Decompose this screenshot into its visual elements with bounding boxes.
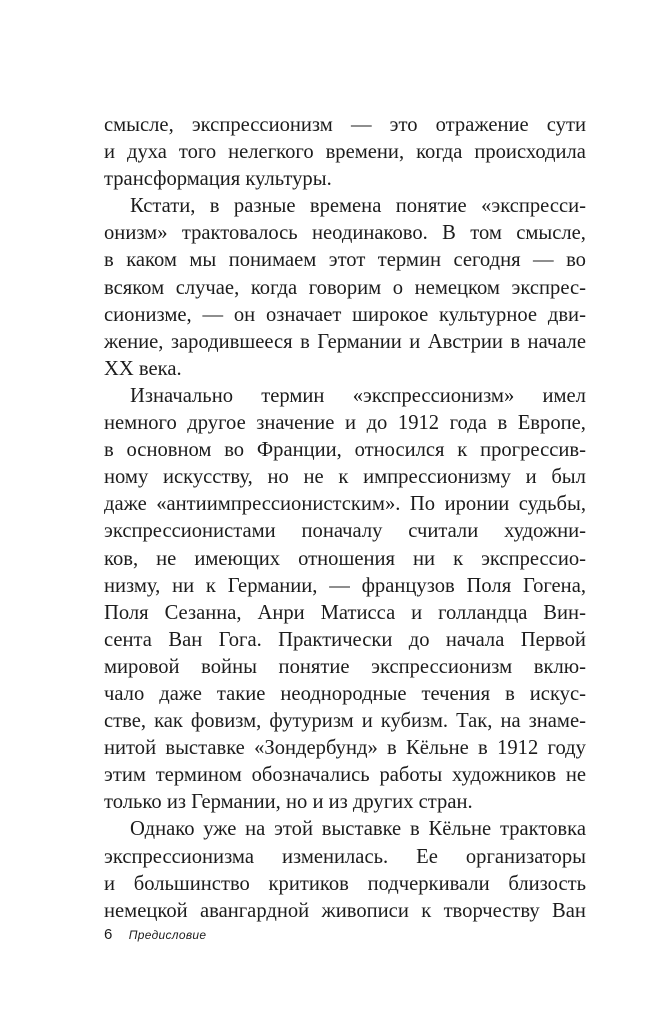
word: значение xyxy=(256,412,335,435)
word: в xyxy=(505,682,515,705)
word: Гогена, xyxy=(522,574,586,597)
word: происходила xyxy=(474,141,586,164)
text-line xyxy=(104,708,586,735)
text-line xyxy=(104,681,586,708)
word: отношения xyxy=(298,547,395,570)
word: экспрессионистами xyxy=(104,520,276,543)
word: термином xyxy=(155,764,242,787)
word: — xyxy=(350,114,372,136)
page-number: 6 xyxy=(104,926,113,943)
word: до xyxy=(408,628,430,651)
word: импрессионизму xyxy=(363,466,511,489)
word: и xyxy=(525,466,537,489)
word: к xyxy=(338,466,349,489)
word: другое xyxy=(187,412,246,435)
word: Ван xyxy=(168,628,203,651)
word: он xyxy=(233,303,256,326)
word: изменилась. xyxy=(281,845,389,868)
word: такие xyxy=(216,682,266,705)
word: Австрии xyxy=(427,330,503,353)
word: года xyxy=(449,412,487,435)
text-line xyxy=(104,844,586,871)
word: течения xyxy=(421,682,491,705)
word: в xyxy=(510,330,521,353)
word: экспрессио- xyxy=(481,547,586,570)
word: когда xyxy=(416,141,463,164)
word: в xyxy=(300,330,310,353)
word: 1912 xyxy=(497,737,539,760)
word: мировой xyxy=(104,655,180,678)
word: понятие xyxy=(278,655,350,678)
running-title: Предисловие xyxy=(128,928,207,942)
word: выставке xyxy=(165,737,245,760)
word: экспрессионизма xyxy=(104,845,254,868)
text-line xyxy=(104,247,586,274)
word: широкое xyxy=(352,303,429,326)
word: ков, xyxy=(104,547,139,570)
word: онизм» xyxy=(104,222,168,245)
word: понимаем xyxy=(228,249,317,272)
word: Так, xyxy=(456,710,493,733)
word: Ее xyxy=(416,845,438,868)
word: до xyxy=(366,412,388,435)
word: каком xyxy=(126,249,177,272)
word: разные xyxy=(233,195,296,218)
word: Германии, xyxy=(227,574,318,597)
word: немецком xyxy=(414,276,500,299)
word: искусству, xyxy=(162,466,253,489)
word: считали xyxy=(408,520,479,543)
word: в xyxy=(104,249,114,272)
text-line xyxy=(104,329,586,356)
word: Ван xyxy=(552,899,586,922)
word: Сезанна, xyxy=(164,601,242,624)
text-line xyxy=(104,491,586,518)
word: к xyxy=(453,547,464,570)
word: живописи xyxy=(321,899,409,922)
word: но xyxy=(267,466,289,489)
text-line: трансформация культуры. xyxy=(104,168,332,191)
word: отражение xyxy=(435,114,529,136)
word: не xyxy=(156,547,177,570)
word: начала xyxy=(445,628,505,651)
word: уже xyxy=(203,818,237,841)
word: фовизм, xyxy=(190,710,262,733)
word: когда xyxy=(250,276,298,299)
word: к xyxy=(421,899,432,922)
text-line: XX века. xyxy=(104,357,182,380)
word: жение, xyxy=(104,330,164,353)
word: это xyxy=(389,114,418,136)
word: «экспресси- xyxy=(481,195,586,218)
word: По xyxy=(409,493,436,516)
word: Поля xyxy=(104,601,149,624)
word: в xyxy=(209,195,220,218)
word: войны xyxy=(201,655,257,678)
word: экспрессионизм xyxy=(191,114,333,136)
word: во xyxy=(224,439,245,462)
word: художников xyxy=(452,764,557,787)
word: сегодня xyxy=(453,249,521,272)
word: близость xyxy=(508,872,586,895)
word: и xyxy=(344,412,357,435)
word: во xyxy=(566,249,586,272)
word: Кёльне xyxy=(406,737,469,760)
text-line xyxy=(104,573,586,600)
word: немецкой xyxy=(104,899,188,922)
word: году xyxy=(547,737,586,760)
word: понятие xyxy=(395,195,467,218)
word: Анри xyxy=(257,601,305,624)
text-line xyxy=(104,193,586,220)
word: Изначально xyxy=(130,384,234,407)
word: сионизме, xyxy=(104,303,192,326)
word: Практически xyxy=(278,628,393,651)
word: неодинаково. xyxy=(312,222,428,245)
word: Однако xyxy=(130,818,195,841)
word: основном xyxy=(126,439,212,462)
word: в xyxy=(409,818,420,841)
word: на xyxy=(245,818,266,841)
text-line xyxy=(104,410,586,437)
text-line: только из Германии, но и из других стран. xyxy=(104,791,473,814)
word: в xyxy=(387,737,397,760)
word: искус- xyxy=(529,682,586,705)
word: термин xyxy=(261,384,325,407)
word: всяком xyxy=(104,276,165,299)
word: Гога. xyxy=(218,628,262,651)
word: нитой xyxy=(104,737,157,760)
word: смысле, xyxy=(516,222,586,245)
text-line xyxy=(104,302,586,329)
text-line xyxy=(104,518,586,545)
word: Поля xyxy=(466,574,512,597)
word: сента xyxy=(104,628,152,651)
word: ни xyxy=(172,574,195,597)
word: зародившееся xyxy=(170,330,293,353)
word: времени, xyxy=(325,141,405,164)
word: этой xyxy=(274,818,313,841)
word: Германии xyxy=(317,330,402,353)
word: даже xyxy=(159,682,202,705)
word: говорим xyxy=(308,276,382,299)
text-line xyxy=(104,437,586,464)
word: трактовка xyxy=(499,818,586,841)
word: Кёльне xyxy=(428,818,492,841)
word: «Зондербунд» xyxy=(254,737,378,760)
word: «экспрессионизм» xyxy=(352,384,515,407)
word: неоднородные xyxy=(280,682,407,705)
word: трактовалось xyxy=(181,222,298,245)
word: экспрес- xyxy=(511,276,586,299)
word: в xyxy=(497,412,508,435)
text-line xyxy=(104,654,586,681)
word: стве, xyxy=(104,710,147,733)
word: не xyxy=(565,764,586,787)
word: сути xyxy=(546,114,586,136)
word: дви- xyxy=(547,303,586,326)
word: в xyxy=(478,737,488,760)
word: духа xyxy=(126,141,167,164)
page-footer xyxy=(104,926,206,944)
text-line xyxy=(104,898,586,925)
word: этот xyxy=(328,249,366,272)
word: имел xyxy=(542,384,586,407)
text-line xyxy=(104,220,586,247)
word: смысле, xyxy=(104,114,174,136)
text-line xyxy=(104,139,586,166)
word: времена xyxy=(309,195,382,218)
word: — xyxy=(533,249,554,272)
word: ни xyxy=(413,547,436,570)
word: и xyxy=(409,330,421,353)
word: критиков xyxy=(268,872,349,895)
text-line xyxy=(104,627,586,654)
word: о xyxy=(392,276,404,299)
word: начале xyxy=(527,330,586,353)
word: немного xyxy=(104,412,177,435)
word: случае, xyxy=(175,276,240,299)
word: вклю- xyxy=(533,655,586,678)
word: и xyxy=(361,710,373,733)
text-line xyxy=(104,871,586,898)
word: французов xyxy=(361,574,455,597)
word: — xyxy=(329,574,350,597)
word: подчеркивали xyxy=(367,872,490,895)
word: «антиимпрессионистским». xyxy=(156,493,401,516)
word: в xyxy=(104,439,114,462)
word: Европе, xyxy=(517,412,586,435)
word: означает xyxy=(265,303,342,326)
word: термин xyxy=(377,249,441,272)
word: нелегкого xyxy=(228,141,314,164)
word: на xyxy=(500,710,521,733)
word: Матисса xyxy=(320,601,396,624)
word: судьбы, xyxy=(518,493,586,516)
text-line xyxy=(104,816,586,843)
text-line xyxy=(104,112,586,139)
word: Кстати, xyxy=(130,195,196,218)
word: относился xyxy=(354,439,445,462)
word: того xyxy=(178,141,217,164)
word: и xyxy=(104,872,116,895)
word: обозначались xyxy=(251,764,370,787)
word: работы xyxy=(379,764,443,787)
word: был xyxy=(551,466,586,489)
word: большинство xyxy=(133,872,250,895)
text-line xyxy=(104,735,586,762)
word: Первой xyxy=(520,628,586,651)
word: экспрессионизм xyxy=(371,655,513,678)
word: В xyxy=(442,222,456,245)
word: этим xyxy=(104,764,146,787)
word: Франции, xyxy=(256,439,342,462)
word: к xyxy=(205,574,216,597)
word: 1912 xyxy=(397,412,440,435)
word: к xyxy=(457,439,468,462)
word: и xyxy=(104,141,116,164)
word: поначалу xyxy=(301,520,383,543)
word: футуризм xyxy=(269,710,354,733)
word: том xyxy=(470,222,502,245)
text-line xyxy=(104,275,586,302)
word: как xyxy=(154,710,183,733)
text-line xyxy=(104,383,586,410)
word: мы xyxy=(189,249,217,272)
word: культурное xyxy=(439,303,538,326)
word: чало xyxy=(104,682,145,705)
word: и xyxy=(411,601,423,624)
word: иронии xyxy=(444,493,510,516)
text-line xyxy=(104,546,586,573)
word: выставке xyxy=(321,818,402,841)
word: художни- xyxy=(504,520,586,543)
word: авангардной xyxy=(199,899,310,922)
word: творчеству xyxy=(443,899,540,922)
word: организаторы xyxy=(465,845,586,868)
word: кубизм. xyxy=(380,710,449,733)
word: имеющих xyxy=(194,547,281,570)
word: прогрессив- xyxy=(480,439,586,462)
word: ному xyxy=(104,466,149,489)
word: голландца xyxy=(438,601,528,624)
word: даже xyxy=(104,493,147,516)
word: знаме- xyxy=(528,710,586,733)
word: Вин- xyxy=(543,601,586,624)
body-text xyxy=(104,112,586,925)
word: низму, xyxy=(104,574,161,597)
word: не xyxy=(303,466,324,489)
word: — xyxy=(202,303,224,326)
text-line xyxy=(104,762,586,789)
text-line xyxy=(104,600,586,627)
text-line xyxy=(104,464,586,491)
